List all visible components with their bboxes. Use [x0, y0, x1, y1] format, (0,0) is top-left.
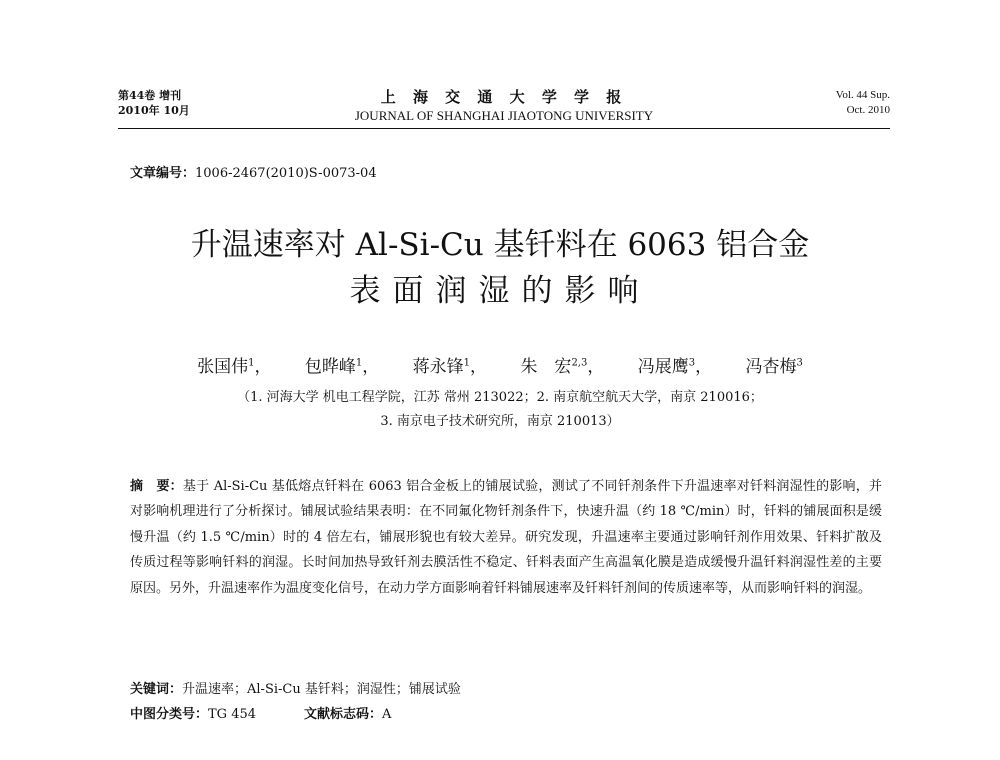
keywords-text: 升温速率；Al-Si-Cu 基钎料；润湿性；铺展试验 [182, 682, 461, 697]
author-affil: 1 [355, 357, 363, 369]
affiliation-line-1: （1. 河海大学 机电工程学院，江苏 常州 213022；2. 南京航空航天大学，南京 210016； [237, 390, 763, 405]
affiliations [0, 386, 1000, 434]
keywords [130, 678, 882, 697]
journal-header [118, 88, 890, 128]
classification [130, 703, 882, 722]
abstract-text: 基于 Al-Si-Cu 基低熔点钎料在 6063 铝合金板上的铺展试验，测试了不同钎剂条件下升温速率对钎料润湿性的影响，并对影响机理进行了分析探讨。铺展试验结果表明：在不同氟化物钎剂条件下，快速升温（约 18 ℃/min）时，钎料的铺展面积是缓慢升温（约 1.5 ℃/min）时的 4 倍左右，铺展形貌也有较大差异。研究发现，升温速率主要通过影响钎剂作用效果、钎料扩散及传质过程等影响钎料的润湿。长时间加热导致钎剂去膜活性不稳定、钎料表面产生高温氧化膜是造成缓慢升温钎料润湿性差的主要原因。另外，升温速率作为温度变化信号，在动力学方面影响着钎料铺展速率及钎料钎剂间的传质速率等，从而影响钎料的润湿。 [130, 479, 882, 596]
author-name: 蒋永锋 [412, 357, 464, 377]
author-list [0, 352, 1000, 377]
author-affil: 1 [463, 357, 471, 369]
author: 张国伟$^1$， [197, 357, 272, 377]
journal-name-cn: 上 海 交 通 大 学 学 报 [380, 88, 628, 106]
volume-en: Vol. 44 Sup. [835, 89, 890, 101]
author: 蒋永锋$^1$， [412, 357, 488, 377]
article-number [130, 162, 377, 181]
title-line-2: 表面润湿的影响 [349, 273, 651, 309]
doc-code-value: A [382, 707, 392, 722]
header-rule [118, 128, 890, 129]
author-name: 张国伟 [197, 357, 249, 377]
author [746, 357, 803, 377]
header-center [118, 88, 890, 124]
author-name: 包晔峰 [304, 357, 356, 377]
author-affil: 3 [688, 357, 696, 369]
author-affil: 3 [796, 357, 803, 369]
keywords-label: 关键词： [130, 682, 183, 697]
date-en: Oct. 2010 [846, 104, 890, 116]
author-affil: 1 [248, 357, 255, 369]
author: 包晔峰$^1$， [304, 357, 380, 377]
abstract-label: 摘 要： [130, 479, 183, 494]
header-right [836, 88, 890, 118]
author-name: 朱 宏 [520, 357, 572, 377]
date-cn: 2010年 10月 [118, 104, 190, 117]
author: 冯展鹰$^3$， [637, 357, 713, 377]
doc-code-label: 文献标志码： [304, 707, 383, 722]
affiliation-line-2: 3. 南京电子技术研究所，南京 210013） [380, 414, 620, 429]
title-line-1: 升温速率对 Al-Si-Cu 基钎料在 6063 铝合金 [190, 227, 810, 263]
issue-cn: 第44卷 增刊 [118, 89, 182, 102]
author-affil: 2,3 [571, 357, 588, 369]
journal-name-en: JOURNAL OF SHANGHAI JIAOTONG UNIVERSITY [354, 108, 654, 123]
paper-title [0, 222, 1000, 314]
article-number-label: 文章编号： [130, 166, 196, 181]
abstract [130, 474, 882, 601]
author-name: 冯展鹰 [637, 357, 689, 377]
clc-label: 中图分类号： [130, 707, 209, 722]
article-number-value: 1006-2467(2010)S-0073-04 [195, 166, 377, 181]
author: 朱 宏$^{2,3}$， [520, 357, 605, 377]
clc-value: TG 454 [208, 707, 257, 722]
author-name: 冯杏梅 [745, 357, 797, 377]
